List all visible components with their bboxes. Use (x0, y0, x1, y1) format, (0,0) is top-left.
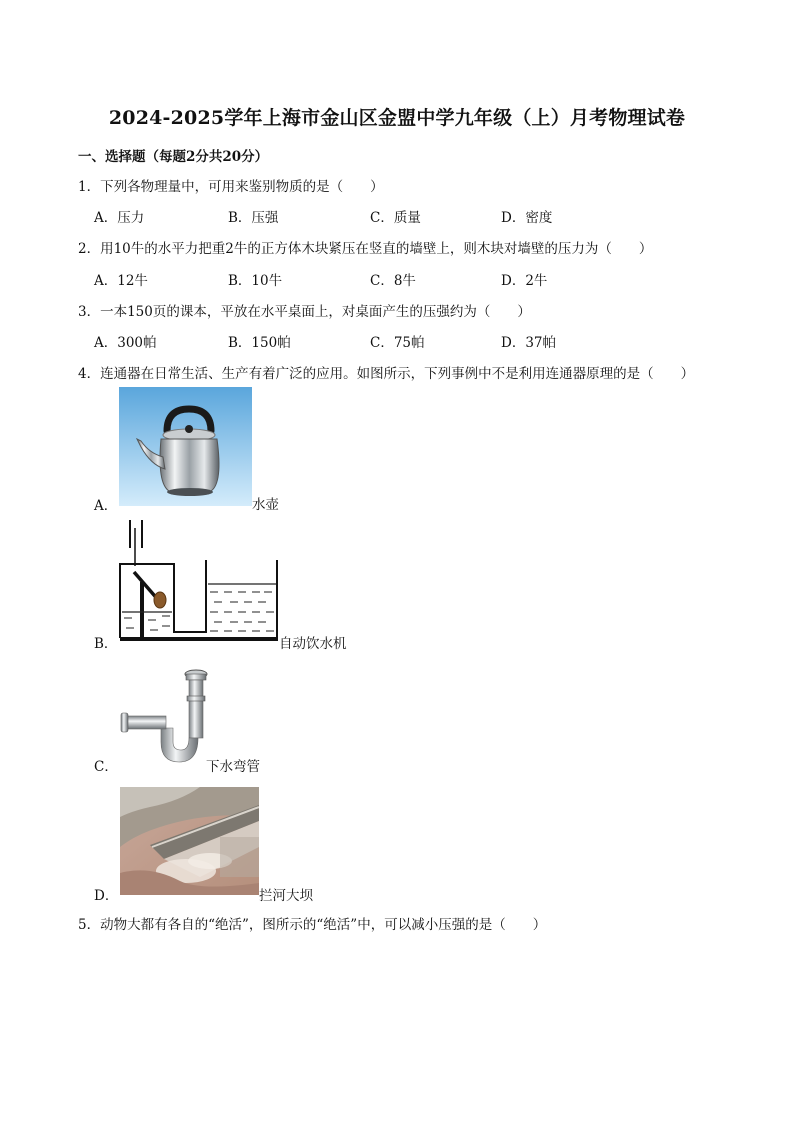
question-5-stem: 5．动物大都有各自的“绝活”，图所示的“绝活”中，可以减小压强的是（ ） (78, 917, 547, 933)
question-3-stem: 3．一本150页的课本，平放在水平桌面上，对桌面产生的压强约为（ ） (78, 304, 531, 320)
question-1-stem: 1．下列各物理量中，可用来鉴别物质的是（ ） (78, 179, 384, 195)
question-4-option-a-caption: 水壶 (252, 497, 279, 513)
question-4-option-c-caption: 下水弯管 (206, 759, 260, 775)
question-1-option-c: C．质量 (370, 210, 421, 226)
question-3-option-c: C．75帕 (370, 335, 425, 351)
page-title: 2024-2025学年上海市金山区金盟中学九年级（上）月考物理试卷 (108, 107, 686, 129)
question-3-option-d: D．37帕 (501, 335, 557, 351)
question-4-option-d-letter: D． (94, 888, 119, 904)
question-2-option-d: D．2牛 (501, 273, 548, 289)
question-4-option-a-letter: A． (94, 498, 118, 514)
section-heading: 一、选择题（每题2分共20分） (78, 149, 269, 165)
question-4-option-c-letter: C． (94, 759, 118, 775)
water-dispenser-diagram (118, 518, 280, 646)
drain-pipe-photo (118, 666, 214, 770)
question-4-option-b-letter: B． (94, 636, 118, 652)
question-4-stem: 4．连通器在日常生活、生产有着广泛的应用。如图所示，下列事例中不是利用连通器原理的是（ ） (78, 366, 695, 382)
question-1-option-d: D．密度 (501, 210, 553, 226)
question-3-option-a: A．300帕 (94, 335, 157, 351)
question-2-stem: 2．用10牛的水平力把重2牛的正方体木块紧压在竖直的墙壁上，则木块对墙壁的压力为（ ） (78, 241, 653, 257)
question-2-option-a: A．12牛 (94, 273, 148, 289)
question-3-option-b: B．150帕 (228, 335, 291, 351)
question-1-option-b: B．压强 (228, 210, 279, 226)
question-2-option-b: B．10牛 (228, 273, 283, 289)
dam-photo (120, 787, 259, 895)
question-4-option-d-caption: 拦河大坝 (259, 888, 313, 904)
question-4-option-b-caption: 自动饮水机 (279, 636, 347, 652)
kettle-photo (119, 387, 252, 506)
question-2-option-c: C．8牛 (370, 273, 416, 289)
question-1-option-a: A．压力 (94, 210, 145, 226)
